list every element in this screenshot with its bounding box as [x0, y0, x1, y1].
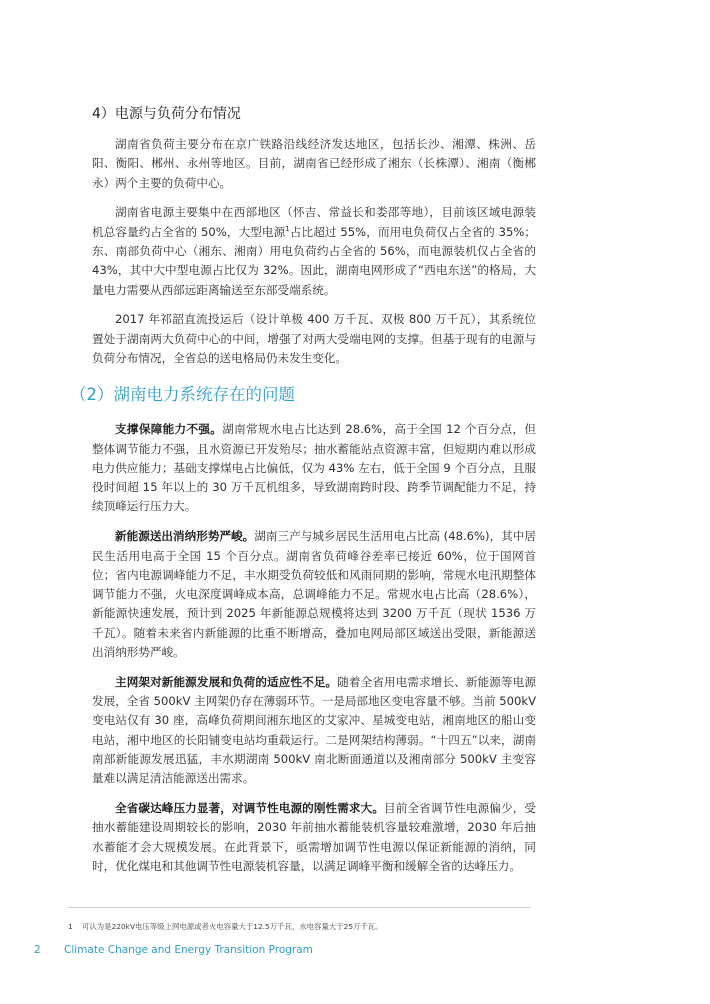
paragraph: 湖南省负荷主要分布在京广铁路沿线经济发达地区，包括长沙、湘潭、株洲、岳阳、衡阳、郴州、永州等地区。目前，湖南省已经形成了湘东（长株潭）、湘南（衡郴永）两个主要的负荷中心。 [92, 137, 536, 190]
paragraph-lead: 支撑保障能力不强。 [115, 422, 223, 437]
paragraph-lead: 主网架对新能源发展和负荷的适应性不足。 [115, 674, 338, 689]
paragraph-text: 占比超过 55%，而用电负荷仅占全省的 35%；东、南部负荷中心（湘东、湘南）用电负荷约占全省的 56%，而电源装机仅占全省的 43%，其中大中型电源占比仅为 32%。因此，湖南电网形成了“西电东送”的格局，大量电力需要从西部远距离输送至东部受端系统。 [92, 224, 536, 297]
main-content [70, 104, 537, 887]
paragraph [92, 673, 536, 789]
footnote-divider [68, 907, 531, 908]
paragraph-text: 湖南常规水电占比达到 28.6%，高于全国 12 个百分点，但整体调节能力不强，且水资源已开发殆尽；抽水蓄能站点资源丰富，但短期内难以形成电力供应能力；基础支撑煤电占比偏低，仅为 43% 左右，低于全国 9 个百分点，且服役时间超 15 年以上的 30 万千瓦机组多，导致湖南跨时段、跨季节调配能力不足，持续顶峰运行压力大。 [92, 422, 536, 514]
footnote-ref[interactable]: 1 [285, 224, 290, 233]
subsection-heading: 4）电源与负荷分布情况 [92, 106, 241, 122]
footnote-number: 1 [68, 922, 73, 931]
paragraph-lead: 全省碳达峰压力显著，对调节性电源的刚性需求大。 [115, 801, 385, 816]
page-number: 2 [34, 944, 41, 956]
footnote [68, 921, 538, 932]
paragraph-text: 湖南省电源主要集中在西部地区（怀吉、常益长和娄邵等地），目前该区域电源装机总容量约占全省的 50%，大型电源 [92, 205, 536, 239]
footnote-text: 可认为是220kV电压等级上网电源或者火电容量大于12.5万千瓦，水电容量大于25万千瓦。 [82, 922, 383, 931]
paragraph: 2017 年祁韶直流投运后（设计单极 400 万千瓦、双极 800 万千瓦），其系统位置处于湖南两大负荷中心的中间，增强了对两大受端电网的支撑。但基于现有的电源与负荷分布情况，全省总的送电格局仍未发生变化。 [92, 312, 536, 365]
paragraph [92, 420, 536, 516]
paragraph [92, 527, 536, 662]
program-name: Climate Change and Energy Transition Program [64, 944, 313, 956]
section-heading: （2）湖南电力系统存在的问题 [70, 385, 295, 405]
paragraph [92, 203, 536, 299]
paragraph [92, 799, 536, 876]
paragraph-text: 目前全省调节性电源偏少，受抽水蓄能建设周期较长的影响，2030 年前抽水蓄能装机容量较难激增，2030 年后抽水蓄能才会大规模发展。在此背景下，亟需增加调节性电源以保证新能源的消纳，同时，优化煤电和其他调节性电源装机容量，以满足调峰平衡和缓解全省的达峰压力。 [92, 801, 536, 873]
page-footer [34, 944, 313, 956]
paragraph-lead: 新能源送出消纳形势严峻。 [115, 529, 255, 544]
paragraph-text: 随着全省用电需求增长、新能源等电源发展，全省 500kV 主网架仍存在薄弱环节。一是局部地区变电容量不够。当前 500kV 变电站仅有 30 座，高峰负荷期间湘东地区的艾家冲、星城变电站，湘南地区的船山变电站，湘中地区的长阳铺变电站均重载运行。二是网架结构薄弱。“十四五”以来，湖南南部新能源发展迅猛，丰水期湖南 500kV 南北断面通道以及湘南部分 500kV 主变容量难以满足清洁能源送出需求。 [92, 674, 537, 786]
paragraph-text: 湖南三产与城乡居民生活用电占比高 (48.6%)，其中居民生活用电高于全国 15 个百分点。湖南省负荷峰谷差率已接近 60%，位于国网首位；省内电源调峰能力不足，丰水期受负荷较低和风雨同期的影响，常规水电汛期整体调节能力不强，火电深度调峰成本高，总调峰能力不足。常规水电占比高（28.6%），新能源快速发展，预计到 2025 年新能源总规模将达到 3200 万千瓦（现状 1536 万千瓦）。随着未来省内新能源的比重不断增高，叠加电网局部区域送出受限，新能源送出消纳形势严峻。 [92, 529, 536, 660]
